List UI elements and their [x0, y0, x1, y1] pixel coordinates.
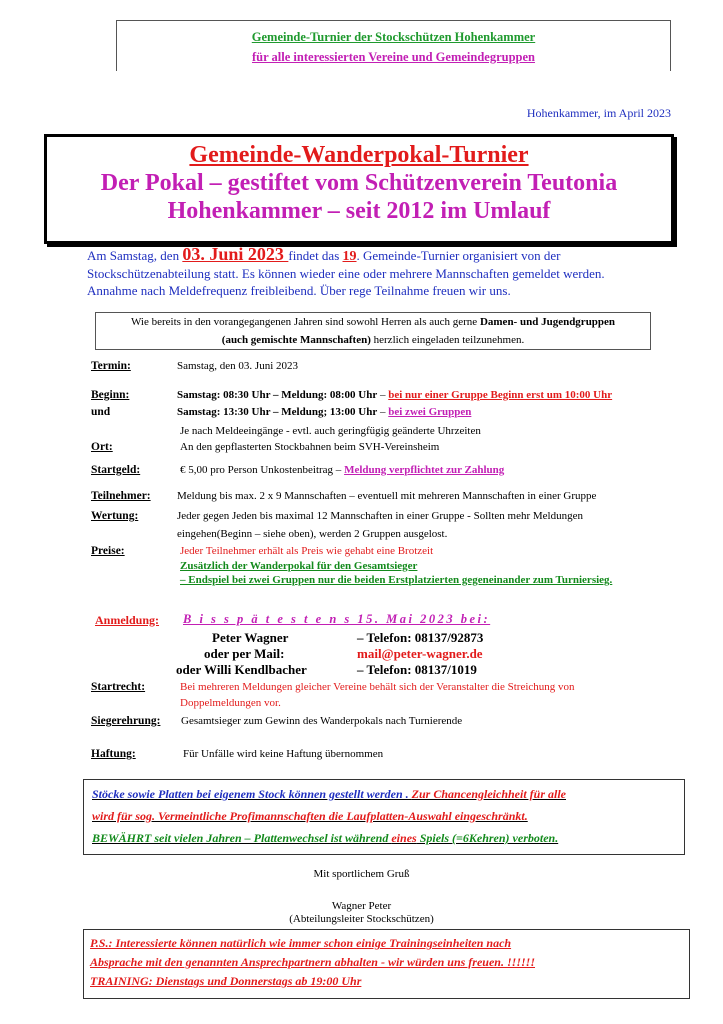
haftung-label: Haftung: — [91, 748, 136, 760]
beginn-label: Beginn: — [91, 389, 130, 401]
teilnehmer-value: Meldung bis max. 2 x 9 Mannschaften – eventuell mit mehreren Mannschaften in einer Gruppe — [177, 490, 597, 502]
title-box — [44, 134, 674, 244]
sticks-line-3a: BEWÄHRT seit vielen Jahren – Plattenwechsel ist während — [92, 831, 392, 845]
intro-number: 19 — [342, 249, 357, 264]
closing-name: Wagner Peter — [331, 900, 392, 912]
wertung-line-1: Jeder gegen Jeden bis maximal 12 Mannschaften in einer Gruppe - Sollten mehr Meldungen — [177, 510, 583, 522]
notice-text-1: Wie bereits in den vorangegangenen Jahren sind sowohl Herren als auch gerne — [130, 316, 480, 328]
title-line-1: Gemeinde-Wanderpokal-Turnier — [189, 142, 529, 168]
header-line-2: für alle interessierten Vereine und Gemeindegruppen — [252, 50, 535, 64]
closing-role: (Abteilungsleiter Stockschützen) — [289, 913, 434, 925]
beginn-note-1: bei nur einer Gruppe Beginn erst um 10:00 Uhr — [388, 389, 613, 401]
haftung-value: Für Unfälle wird keine Haftung übernommen — [183, 748, 384, 760]
beginn-row-2 — [177, 406, 471, 418]
sticks-line-3b: eines — [391, 831, 417, 845]
ps-line-3: TRAINING: Dienstags und Donnerstags ab 19:00 Uhr — [90, 974, 362, 988]
teilnehmer-label: Teilnehmer: — [91, 490, 151, 502]
beginn-and-label: und — [91, 406, 111, 418]
startrecht-line-1: Bei mehreren Meldungen gleicher Vereine behält sich der Veranstalter die Streichung von — [180, 681, 575, 693]
ort-label: Ort: — [91, 441, 113, 453]
siegerehrung-value: Gesamtsieger zum Gewinn des Wanderpokals nach Turnierende — [181, 715, 463, 727]
startgeld-note: Meldung verpflichtet zur Zahlung — [344, 464, 505, 476]
anmeldung-block — [95, 612, 491, 678]
title-line-2: Der Pokal – gestiftet vom Schützenverein Teutonia — [100, 170, 618, 196]
startgeld-value: € 5,00 pro Person Unkostenbeitrag – — [180, 464, 345, 476]
sticks-line-2: wird für sog. Vermeintliche Profimannschaften die Laufplatten-Auswahl eingeschränkt. — [92, 809, 528, 823]
contact-name-2: oder Willi Kendlbacher — [176, 662, 307, 677]
contact-mail[interactable]: mail@peter-wagner.de — [357, 646, 483, 661]
preise-line-2: Zusätzlich der Wanderpokal für den Gesamtsieger — [180, 560, 418, 572]
intro-text-3: . Gemeinde-Turnier organisiert von der — [356, 248, 561, 263]
sticks-line-1: Stöcke sowie Platten bei eigenem Stock können gestellt werden . — [92, 787, 412, 801]
startrecht-label: Startrecht: — [91, 681, 146, 693]
intro-paragraph — [87, 246, 687, 299]
beginn-row-1 — [177, 389, 612, 401]
sticks-box — [83, 779, 685, 855]
anmeldung-deadline: B i s s p ä t e s t e n s 15. Mai 2023 bei: — [183, 612, 491, 626]
wertung-line-2: eingehen(Beginn – siehe oben), werden 2 Gruppen ausgelost. — [177, 528, 448, 540]
notice-bold-2: (auch gemischte Mannschaften) — [221, 334, 371, 346]
notice-box — [95, 312, 651, 350]
beginn-sep-2: – — [377, 406, 389, 418]
siegerehrung-label: Siegerehrung: — [91, 715, 161, 727]
notice-text-2: herzlich eingeladen teilzunehmen. — [370, 334, 525, 346]
ort-value: An den gepflasterten Stockbahnen beim SVH-Vereinsheim — [180, 441, 440, 453]
intro-text-2: findet das — [288, 248, 343, 263]
closing-greeting: Mit sportlichem Gruß — [313, 868, 410, 880]
header-line-1: Gemeinde-Turnier der Stockschützen Hohenkammer — [251, 30, 536, 44]
header-box — [116, 20, 671, 71]
intro-text-1: Am Samstag, den — [87, 248, 183, 263]
contact-phone-1: – Telefon: 08137/92873 — [357, 630, 484, 645]
contact-name-1: Peter Wagner — [212, 630, 289, 645]
title-line-3: Hohenkammer – seit 2012 im Umlauf — [167, 198, 551, 224]
preise-line-3: – Endspiel bei zwei Gruppen nur die beiden Erstplatzierten gegeneinander zum Turniersieg. — [180, 574, 613, 586]
beginn-time-2: Samstag: 13:30 Uhr – Meldung; 13:00 Uhr — [177, 406, 378, 418]
place-date: Hohenkammer, im April 2023 — [526, 106, 671, 120]
startgeld-label: Startgeld: — [91, 464, 141, 476]
intro-date: 03. Juni 2023 — [182, 244, 289, 264]
notice-bold-1: Damen- und Jugendgruppen — [479, 316, 616, 328]
beginn-note: Je nach Meldeeingänge - evtl. auch geringfügig geänderte Uhrzeiten — [180, 425, 481, 437]
wertung-label: Wertung: — [91, 510, 139, 522]
preise-line-1: Jeder Teilnehmer erhält als Preis wie gehabt eine Brotzeit — [180, 545, 434, 557]
ps-line-2: Absprache mit den genannten Ansprechpartnern abhalten - wir würden uns freuen. !!!!!! — [90, 955, 535, 969]
sticks-line-1-red: Zur Chancengleichheit für alle — [411, 787, 567, 801]
preise-label: Preise: — [91, 545, 125, 557]
beginn-note-2: bei zwei Gruppen — [388, 406, 472, 418]
contact-mail-label: oder per Mail: — [204, 646, 285, 661]
termin-value: Samstag, den 03. Juni 2023 — [177, 360, 298, 372]
sticks-line-3c: Spiels (=6Kehren) verboten. — [416, 831, 559, 845]
anmeldung-label: Anmeldung: — [95, 613, 160, 627]
contact-phone-2: – Telefon: 08137/1019 — [357, 662, 477, 677]
startrecht-line-2: Doppelmeldungen vor. — [180, 697, 281, 709]
termin-label: Termin: — [91, 360, 131, 372]
beginn-time-1: Samstag: 08:30 Uhr – Meldung: 08:00 Uhr — [177, 389, 378, 401]
ps-box — [83, 929, 690, 999]
intro-line-3: Annahme nach Meldefrequenz freibleibend. Über rege Teilnahme freuen wir uns. — [87, 283, 511, 298]
beginn-sep-1: – — [377, 389, 389, 401]
ps-line-1: P.S.: Interessierte können natürlich wie immer schon einige Trainingseinheiten nach — [90, 936, 512, 950]
startgeld-row — [180, 464, 504, 476]
intro-line-2: Stockschützenabteilung statt. Es können wieder eine oder mehrere Mannschaften gemeldet werden. — [87, 266, 605, 281]
